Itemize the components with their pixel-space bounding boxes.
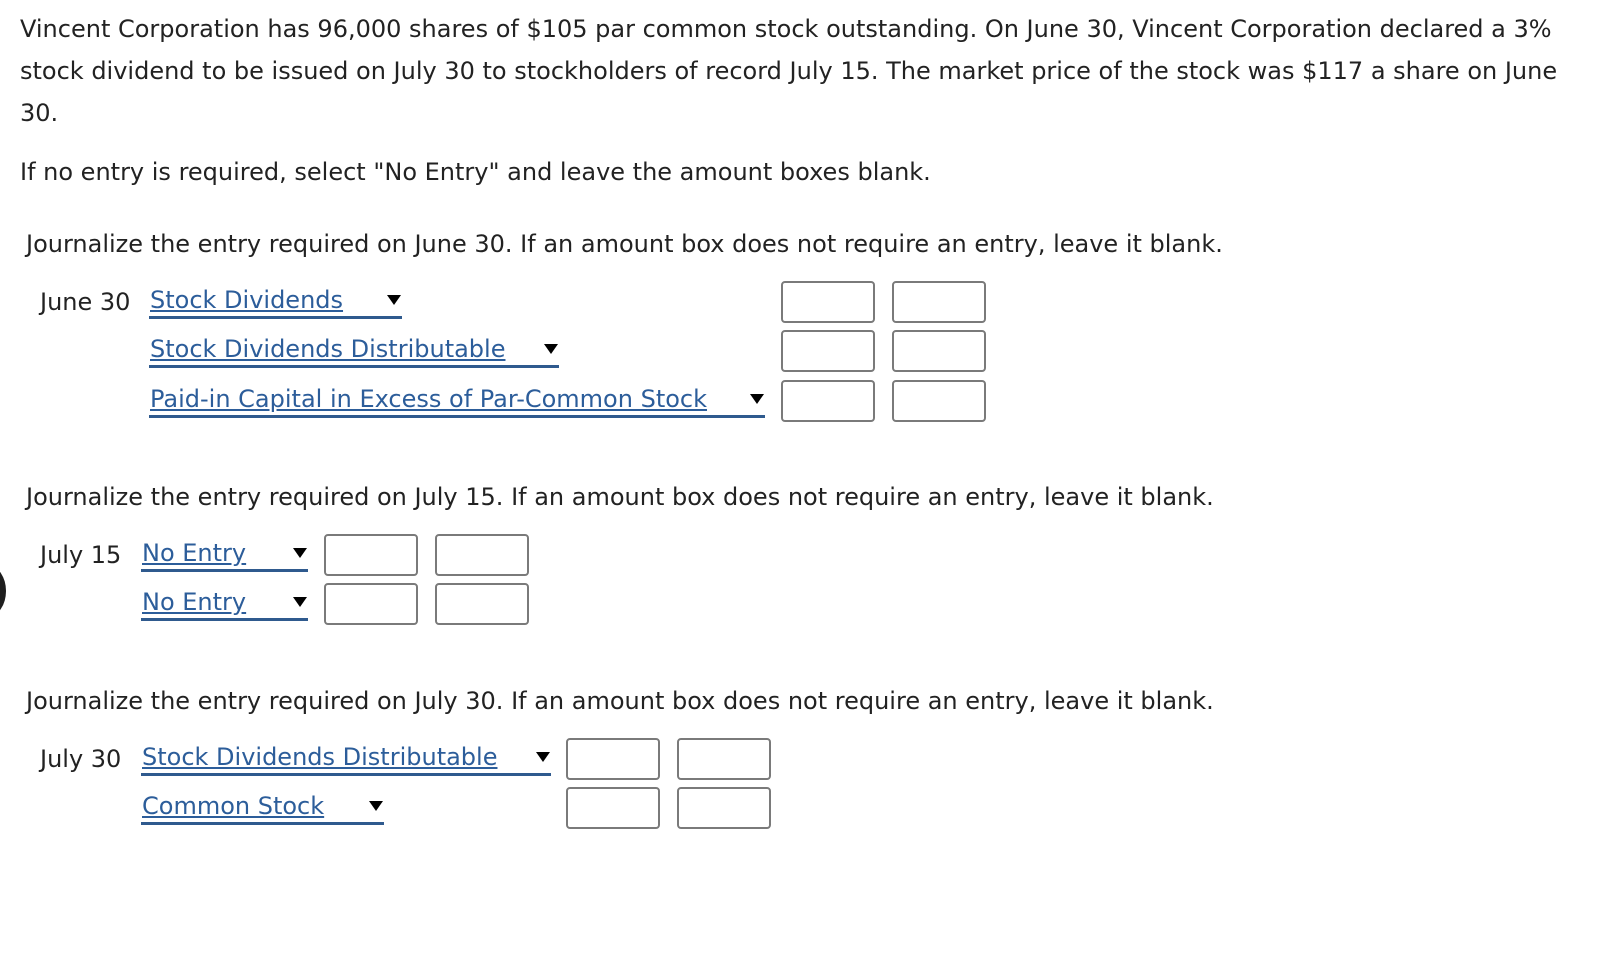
account-dropdown[interactable] [141,589,308,621]
account-selected-value: Common Stock [142,792,325,820]
debit-amount-input[interactable] [566,738,660,780]
debit-amount-input[interactable] [566,787,660,829]
triangle-down-icon [387,295,401,305]
section-title: Journalize the entry required on July 15. If an amount box does not require an entry, leave it blank. [26,483,1214,511]
edge-mark [0,566,6,616]
triangle-down-icon [369,801,383,811]
debit-amount-input[interactable] [781,380,875,422]
section-title: Journalize the entry required on July 30. If an amount box does not require an entry, leave it blank. [26,687,1214,715]
section-title: Journalize the entry required on June 30. If an amount box does not require an entry, leave it blank. [26,230,1223,258]
debit-amount-input[interactable] [324,534,418,576]
account-dropdown[interactable] [149,336,559,368]
account-selected-value: Stock Dividends [150,286,344,314]
entry-date: June 30 [40,288,131,316]
account-selected-value: Paid-in Capital in Excess of Par-Common Stock [150,385,708,413]
account-selected-value: No Entry [142,539,247,567]
problem-instruction: If no entry is required, select "No Entry" and leave the amount boxes blank. [20,158,931,186]
credit-amount-input[interactable] [892,380,986,422]
credit-amount-input[interactable] [677,787,771,829]
account-selected-value: Stock Dividends Distributable [150,335,506,363]
debit-amount-input[interactable] [781,281,875,323]
debit-amount-input[interactable] [781,330,875,372]
debit-amount-input[interactable] [324,583,418,625]
account-dropdown[interactable] [141,744,551,776]
credit-amount-input[interactable] [892,281,986,323]
triangle-down-icon [750,394,764,404]
account-dropdown[interactable] [149,287,402,319]
problem-intro: Vincent Corporation has 96,000 shares of $105 par common stock outstanding. On June 30, Vincent Corporation declared a 3% stock dividend to be issued on July 30 to stockholders of record July 15. The market price of the stock was $117 a share on June 30. [20,15,1558,127]
entry-date: July 15 [40,541,122,569]
triangle-down-icon [536,752,550,762]
triangle-down-icon [293,548,307,558]
triangle-down-icon [544,344,558,354]
credit-amount-input[interactable] [435,534,529,576]
account-dropdown[interactable] [141,793,384,825]
account-selected-value: No Entry [142,588,247,616]
triangle-down-icon [293,597,307,607]
credit-amount-input[interactable] [892,330,986,372]
entry-date: July 30 [40,745,122,773]
account-selected-value: Stock Dividends Distributable [142,743,498,771]
account-dropdown[interactable] [141,540,308,572]
credit-amount-input[interactable] [677,738,771,780]
account-dropdown[interactable] [149,386,765,418]
credit-amount-input[interactable] [435,583,529,625]
